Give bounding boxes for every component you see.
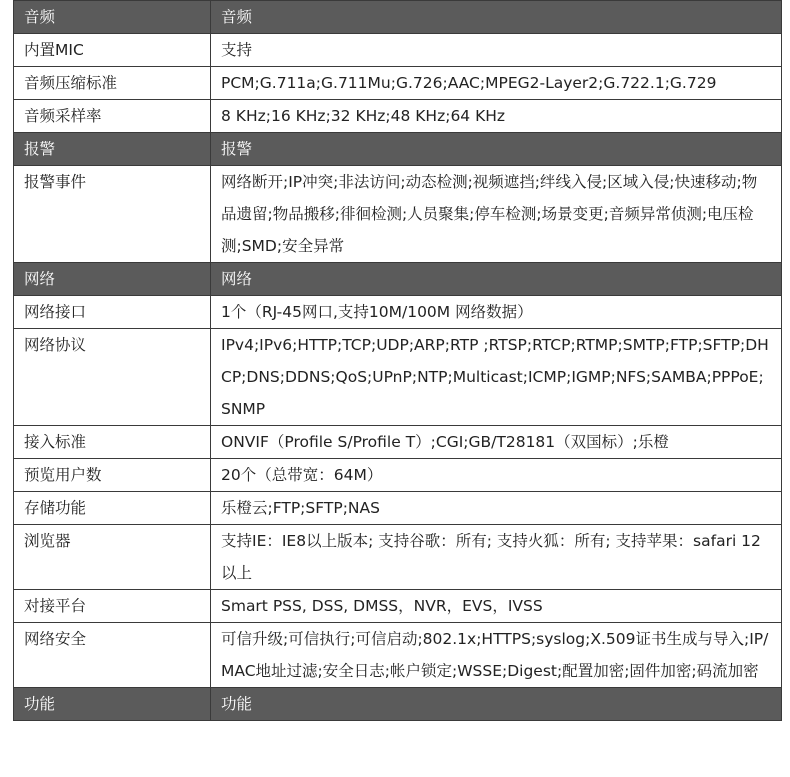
- spec-label: [14, 590, 211, 623]
- spec-row: [14, 329, 782, 426]
- spec-value: [211, 426, 782, 459]
- label-text: 网络安全: [24, 630, 87, 648]
- value-text: 报警: [221, 140, 253, 158]
- label-text: 音频: [24, 8, 56, 26]
- section-label: [14, 1, 211, 34]
- spec-label: [14, 296, 211, 329]
- label-text: 报警: [24, 140, 56, 158]
- spec-row: [14, 426, 782, 459]
- spec-row: [14, 623, 782, 688]
- spec-value: [211, 34, 782, 67]
- value-text: 功能: [221, 695, 253, 713]
- spec-label: [14, 492, 211, 525]
- spec-value: [211, 525, 782, 590]
- label-text: 接入标准: [24, 433, 87, 451]
- spec-value: [211, 590, 782, 623]
- spec-row: [14, 296, 782, 329]
- value-text: 支持IE：IE8以上版本; 支持谷歌：所有; 支持火狐：所有; 支持苹果：safari 12以上: [221, 532, 761, 582]
- value-text: 1个（RJ-45网口,支持10M/100M 网络数据）: [221, 303, 533, 321]
- section-value: [211, 263, 782, 296]
- spec-row: [14, 166, 782, 263]
- label-text: 存储功能: [24, 499, 87, 517]
- label-text: 预览用户数: [24, 466, 102, 484]
- label-text: 音频压缩标准: [24, 74, 118, 92]
- section-value: [211, 1, 782, 34]
- spec-label: [14, 166, 211, 263]
- label-text: 内置MIC: [24, 41, 84, 59]
- spec-value: [211, 100, 782, 133]
- value-text: IPv4;IPv6;HTTP;TCP;UDP;ARP;RTP ;RTSP;RTCP;RTMP;SMTP;FTP;SFTP;DHCP;DNS;DDNS;QoS;UPnP;NTP;Multicast;ICMP;IGMP;NFS;SAMBA;PPPoE;SNMP: [221, 336, 769, 418]
- spec-value: [211, 296, 782, 329]
- section-label: [14, 263, 211, 296]
- spec-row: [14, 459, 782, 492]
- spec-value: [211, 67, 782, 100]
- label-text: 报警事件: [24, 173, 87, 191]
- section-header-row: [14, 1, 782, 34]
- spec-row: [14, 590, 782, 623]
- spec-row: [14, 67, 782, 100]
- section-value: [211, 133, 782, 166]
- label-text: 网络: [24, 270, 56, 288]
- value-text: 乐橙云;FTP;SFTP;NAS: [221, 499, 380, 517]
- value-text: 可信升级;可信执行;可信启动;802.1x;HTTPS;syslog;X.509证书生成与导入;IP/MAC地址过滤;安全日志;帐户锁定;WSSE;Digest;配置加密;固件加密;码流加密: [221, 630, 769, 680]
- value-text: ONVIF（Profile S/Profile T）;CGI;GB/T28181（双国标）;乐橙: [221, 433, 669, 451]
- value-text: 20个（总带宽：64M）: [221, 466, 383, 484]
- section-label: [14, 688, 211, 721]
- spec-label: [14, 329, 211, 426]
- spec-label: [14, 459, 211, 492]
- spec-label: [14, 623, 211, 688]
- spec-row: [14, 492, 782, 525]
- section-header-row: [14, 688, 782, 721]
- section-header-row: [14, 263, 782, 296]
- spec-value: [211, 492, 782, 525]
- value-text: Smart PSS, DSS, DMSS，NVR，EVS，IVSS: [221, 597, 543, 615]
- spec-label: [14, 525, 211, 590]
- label-text: 网络接口: [24, 303, 87, 321]
- value-text: 8 KHz;16 KHz;32 KHz;48 KHz;64 KHz: [221, 107, 506, 125]
- label-text: 功能: [24, 695, 56, 713]
- label-text: 网络协议: [24, 336, 87, 354]
- spec-row: [14, 525, 782, 590]
- spec-row: [14, 100, 782, 133]
- value-text: 网络断开;IP冲突;非法访问;动态检测;视频遮挡;绊线入侵;区域入侵;快速移动;物品遗留;物品搬移;徘徊检测;人员聚集;停车检测;场景变更;音频异常侦测;电压检测;SMD;安全异常: [221, 173, 758, 255]
- spec-table-body: [14, 1, 782, 721]
- spec-row: [14, 34, 782, 67]
- spec-value: [211, 459, 782, 492]
- label-text: 浏览器: [24, 532, 71, 550]
- spec-value: [211, 329, 782, 426]
- value-text: 支持: [221, 41, 253, 59]
- spec-label: [14, 426, 211, 459]
- section-header-row: [14, 133, 782, 166]
- section-label: [14, 133, 211, 166]
- value-text: 音频: [221, 8, 253, 26]
- section-value: [211, 688, 782, 721]
- spec-label: [14, 100, 211, 133]
- label-text: 音频采样率: [24, 107, 102, 125]
- spec-table: [13, 0, 782, 721]
- spec-label: [14, 67, 211, 100]
- value-text: PCM;G.711a;G.711Mu;G.726;AAC;MPEG2-Layer2;G.722.1;G.729: [221, 74, 717, 92]
- spec-value: [211, 623, 782, 688]
- value-text: 网络: [221, 270, 253, 288]
- label-text: 对接平台: [24, 597, 87, 615]
- spec-value: [211, 166, 782, 263]
- spec-label: [14, 34, 211, 67]
